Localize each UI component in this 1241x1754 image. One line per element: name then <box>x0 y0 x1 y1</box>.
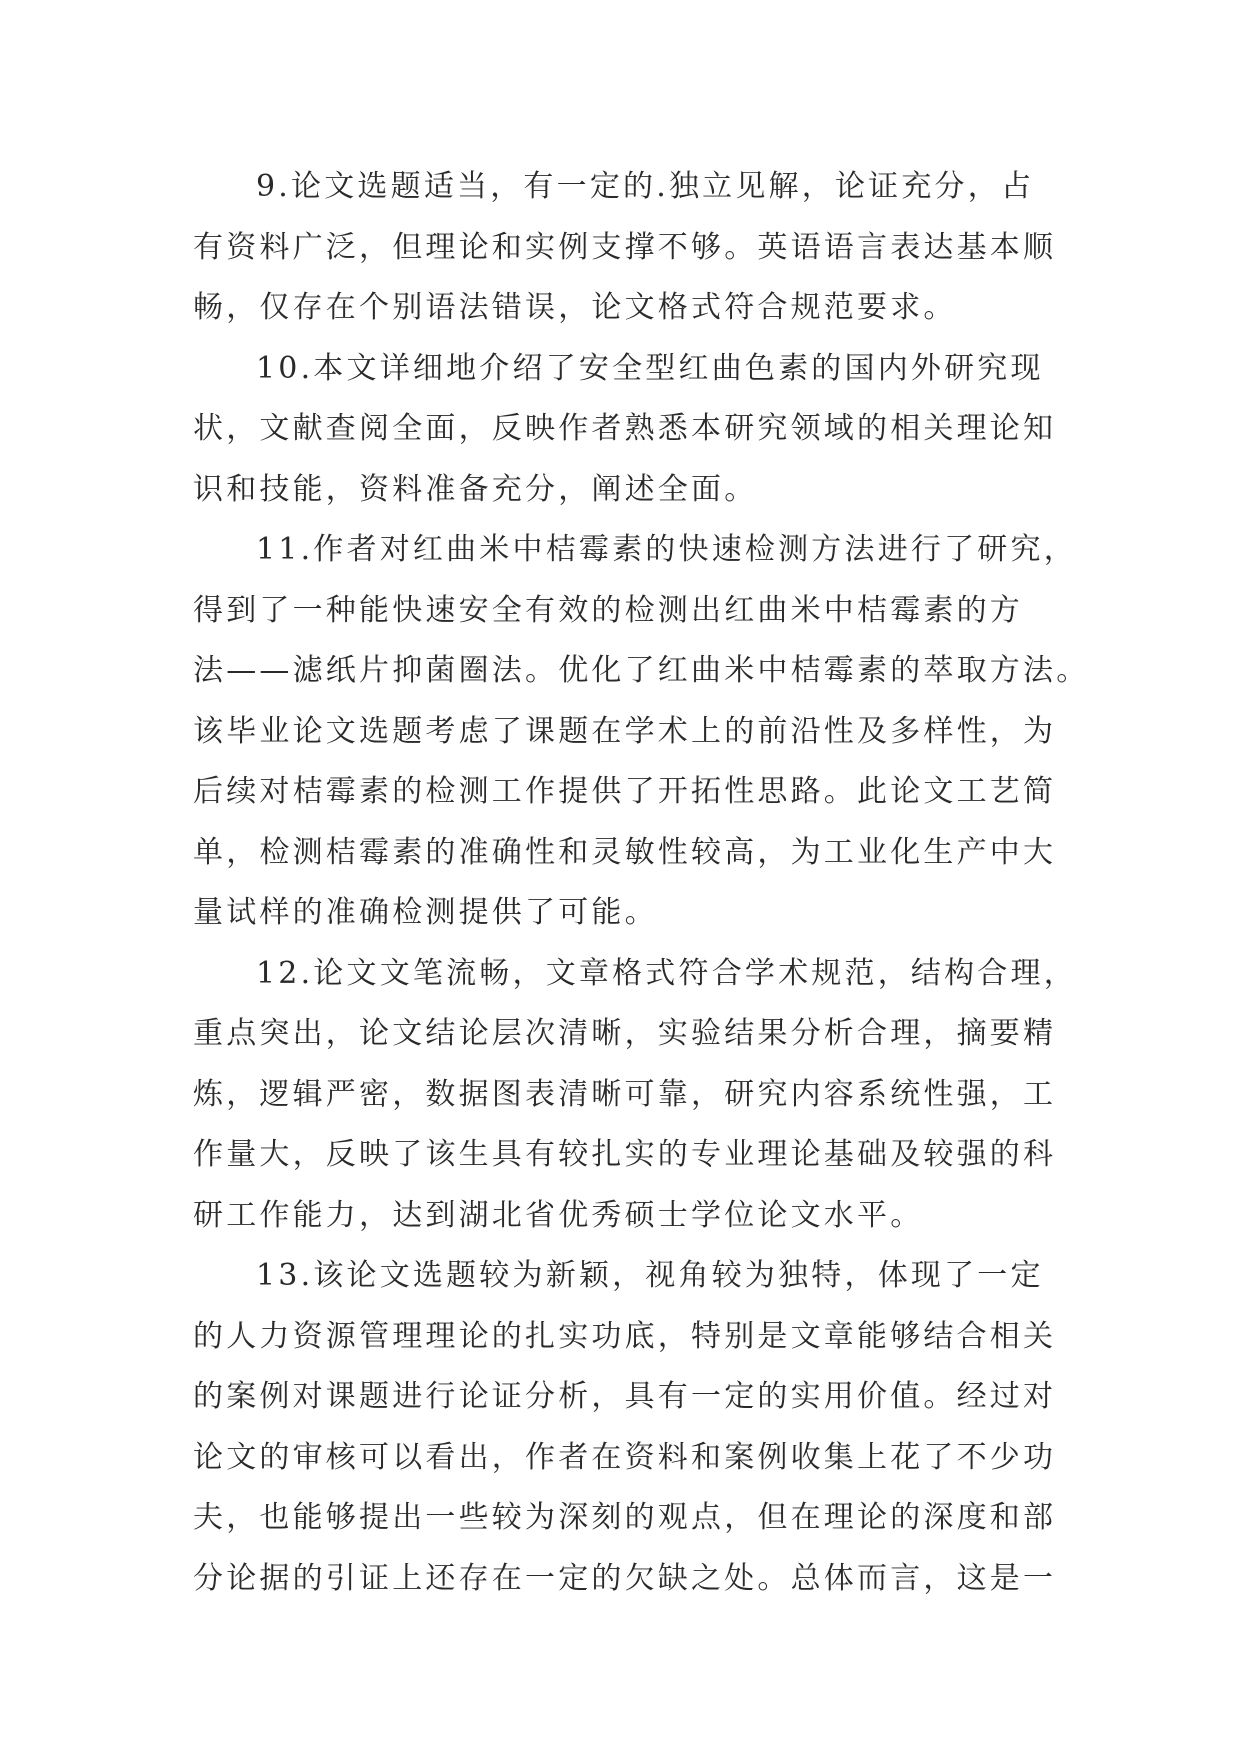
paragraph-line: 量试样的准确检测提供了可能。 <box>193 895 658 930</box>
paragraph-line: 后续对桔霉素的检测工作提供了开拓性思路。此论文工艺简 <box>193 774 1057 809</box>
paragraph-first-line: 11.作者对红曲米中桔霉素的快速检测方法进行了研究， <box>256 532 1077 567</box>
paragraph-line: 有资料广泛，但理论和实例支撑不够。英语语言表达基本顺 <box>193 229 1057 265</box>
paragraph-line: 研工作能力，达到湖北省优秀硕士学位论文水平。 <box>193 1197 924 1233</box>
paragraph-first-line: 12.论文文笔流畅，文章格式符合学术规范，结构合理， <box>256 955 1077 991</box>
document-body <box>193 157 1090 1609</box>
paragraph-line: 状，文献查阅全面，反映作者熟悉本研究领域的相关理论知 <box>193 411 1057 446</box>
paragraph-line: 夫，也能够提出一些较为深刻的观点，但在理论的深度和部 <box>193 1500 1057 1535</box>
paragraph-first-line: 9.论文选题适当，有一定的.独立见解，论证充分，占 <box>256 169 1035 204</box>
paragraph-line: 畅，仅存在个别语法错误，论文格式符合规范要求。 <box>193 290 957 325</box>
paragraph-line: 重点突出，论文结论层次清晰，实验结果分析合理，摘要精 <box>193 1016 1057 1051</box>
paragraph-line: 论文的审核可以看出，作者在资料和案例收集上花了不少功 <box>193 1439 1057 1475</box>
paragraph-line: 单，检测桔霉素的准确性和灵敏性较高，为工业化生产中大 <box>193 834 1057 870</box>
paragraph-first-line: 13.该论文选题较为新颖，视角较为独特，体现了一定 <box>256 1258 1044 1293</box>
paragraph-line: 该毕业论文选题考虑了课题在学术上的前沿性及多样性，为 <box>193 713 1057 749</box>
paragraph-line: 的案例对课题进行论证分析，具有一定的实用价值。经过对 <box>193 1379 1057 1414</box>
paragraph-line: 作量大，反映了该生具有较扎实的专业理论基础及较强的科 <box>193 1137 1057 1172</box>
paragraph-line: 的人力资源管理理论的扎实功底，特别是文章能够结合相关 <box>193 1318 1057 1354</box>
paragraph-first-line: 10.本文详细地介绍了安全型红曲色素的国内外研究现 <box>256 350 1044 386</box>
paragraph-line: 分论据的引证上还存在一定的欠缺之处。总体而言，这是一 <box>193 1560 1057 1596</box>
paragraph-line: 炼，逻辑严密，数据图表清晰可靠，研究内容系统性强，工 <box>193 1076 1057 1112</box>
paragraph-line: 得到了一种能快速安全有效的检测出红曲米中桔霉素的方 <box>193 592 1023 628</box>
paragraph-line: 法——滤纸片抑菌圈法。优化了红曲米中桔霉素的萃取方法。 <box>193 653 1090 688</box>
paragraph-line: 识和技能，资料准备充分，阐述全面。 <box>193 471 758 507</box>
